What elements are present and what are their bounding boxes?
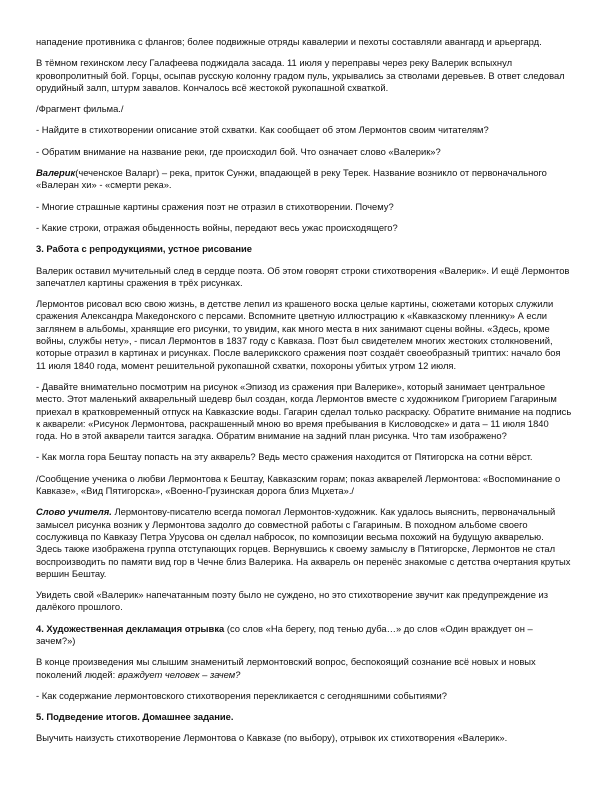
valerik-definition-text: (чеченское Валарг) – река, приток Сунжи, впадающей в реку Терек. Название возникло от первоначального «Валеран хи» - «смерти река». (36, 167, 547, 191)
paragraph-ambush: В тёмном гехинском лесу Галафеева поджидала засада. 11 июля у переправы через реку Валерик вспыхнул кровопролитный бой. Горцы, осыпав русскую колонну градом пуль, укрывались за стволами деревьев. В ответ следовал орудийный залп, штурм завалов. Кончалось всё жестокой рукопашной схваткой. (36, 57, 565, 93)
student-report-note: /Сообщение ученика о любви Лермонтова к Бештау, Кавказским горам; показ акварелей Лермонтова: «Воспоминание о Кавказе», «Вид Пятигорска», «Военно-Грузинская дорога близ Мцхета»./ (36, 472, 561, 497)
question-beshtau: - Как могла гора Бештау попасть на эту акварель? Ведь место сражения находится от Пятигорска на сотни вёрст. (36, 451, 533, 463)
valerik-definition (36, 167, 572, 192)
teacher-word-label: Слово учителя. (36, 506, 112, 518)
section-heading-5: 5. Подведение итогов. Домашнее задание. (36, 711, 234, 723)
section-heading-4-note: (со слов «На берегу, под тенью дуба…» до слов «Один враждует он – зачем?») (36, 622, 533, 646)
paragraph-lermontov-drawings: Лермонтов рисовал всю свою жизнь, в детстве лепил из крашеного воска целые картины, сюжетами которых служили сражения Александра Македонского с персами. Вспомните цветную иллюстрацию к «Кавказскому пленнику» А если заглянем в альбомы, хранящие его рисунки, то увидим, как много места в них занимают сцены войны. «Здесь, кроме войны, службы нету», - писал Лермонтов в 1837 году с Кавказа. Поэт был свидетелем многих жестоких столкновений, которые отразил в картинах и рисунках. После валерикского сражения поэт создаёт своеобразный триптих: начало боя 11 июля 1840 года, момент решительной рукопашной схватки, похороны убитых утром 12 июля. (36, 298, 561, 371)
film-fragment-note: /Фрагмент фильма./ (36, 103, 124, 115)
paragraph-watercolor-episode: - Давайте внимательно посмотрим на рисунок «Эпизод из сражения при Валерике», который занимает центральное место. Этот маленький акварельный шедевр был создан, когда Лермонтов вместе с художником Григорием Гагариным приехал в кратковременный отпуск на Кавказские воды. Гагарин сделал только раскраску. Обратите внимание на подпись к акварели: «Рисунок Лермонтова, раскрашенный мною во время пребывания в Кисловодске» и дата – 11 июля 1840 года. Но в этой акварели таится загадка. Обратим внимание на задний план рисунка. Что там изображено? (36, 380, 572, 442)
question-find-description: - Найдите в стихотворении описание этой схватки. Как сообщает об этом Лермонтов своим читателям? (36, 124, 489, 136)
valerik-term: Валерик (36, 167, 76, 179)
section-heading-4 (36, 623, 572, 648)
teacher-word (36, 506, 572, 580)
paragraph-trace-in-heart: Валерик оставил мучительный след в сердце поэта. Об этом говорят строки стихотворения «Валерик». И ещё Лермонтов запечатлел картины сражения в трёх рисунках. (36, 264, 570, 288)
famous-question-lead: В конце произведения мы слышим знаменитый лермонтовский вопрос, беспокоящий сознание всё новых и новых поколений людей: (36, 656, 536, 680)
section-heading-3: 3. Работа с репродукциями, устное рисование (36, 243, 253, 255)
famous-question-quote: враждует человек – зачем? (117, 668, 241, 680)
homework-text: Выучить наизусть стихотворение Лермонтова о Кавказе (по выбору), отрывок их стихотворения «Валерик». (36, 732, 508, 744)
paragraph-battle-order: нападение противника с флангов; более подвижные отряды кавалерии и пехоты составляли авангард и арьергард. (36, 36, 542, 47)
paragraph-warning: Увидеть свой «Валерик» напечатанным поэту было не суждено, но это стихотворение звучит как предупреждение из далёкого прошлого. (36, 589, 549, 613)
question-modern-events: - Как содержание лермонтовского стихотворения перекликается с сегодняшними событиями? (36, 689, 447, 701)
question-why-not-reflected: - Многие страшные картины сражения поэт не отразил в стихотворении. Почему? (36, 200, 394, 212)
paragraph-famous-question (36, 656, 572, 681)
teacher-word-text: Лермонтову-писателю всегда помогал Лермонтов-художник. Как удалось выяснить, первоначальный замысел рисунка возник у Лермонтова задолго до совместной работы с Гагариным. В походном альбоме своего сослуживца по Кавказу Петра Урусова он сделал набросок, по композиции весьма похожий на будущую акварелью. Здесь также изображена группа отступающих горцев. Вернувшись к своему замыслу в Пятигорске, Лермонтов не стал воспроизводить по памяти вид гор в Чечне близ Валерика. На акварель он перенёс знакомые с детства очертания крутых вершин Бештау. (36, 506, 571, 579)
section-heading-4-title: 4. Художественная декламация отрывка (36, 622, 225, 634)
question-which-lines: - Какие строки, отражая обыденность войны, передают весь ужас происходящего? (36, 221, 398, 233)
question-river-name: - Обратим внимание на название реки, где происходил бой. Что означает слово «Валерик»? (36, 145, 441, 157)
